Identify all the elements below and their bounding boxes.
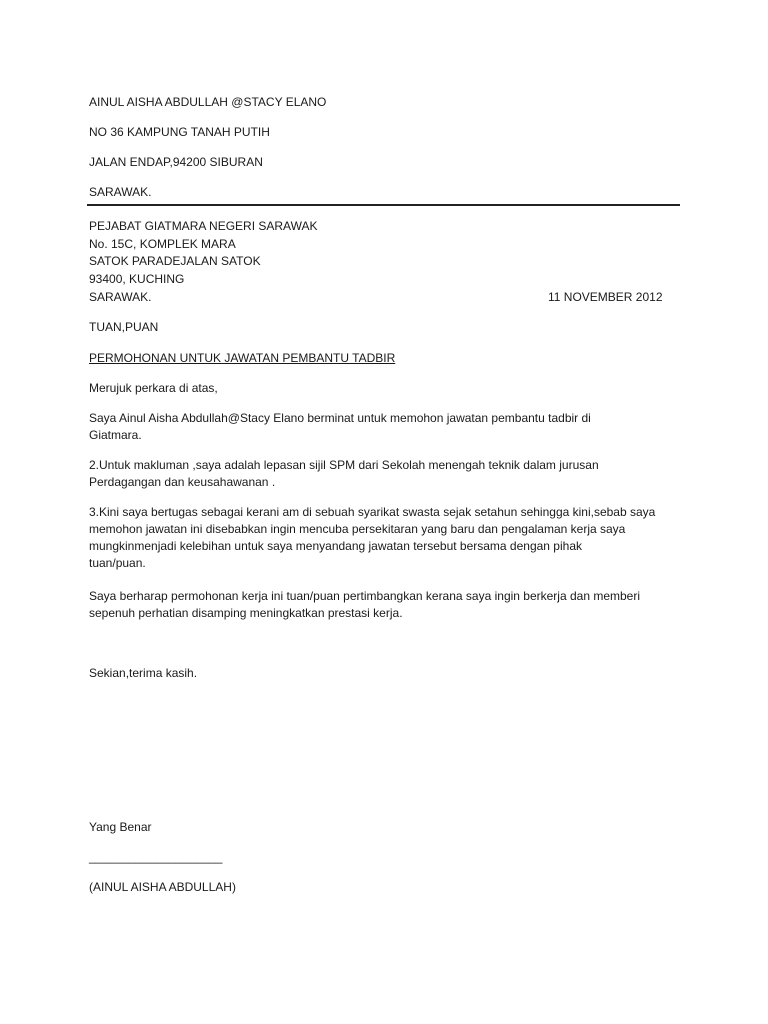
signature-line: ____________________ bbox=[89, 850, 223, 864]
sender-state: SARAWAK. bbox=[89, 185, 152, 199]
signoff: Yang Benar bbox=[89, 820, 152, 834]
paragraph-line: mungkinmenjadi kelebihan untuk saya menyandang jawatan tersebut bersama dengan pihak bbox=[89, 539, 582, 553]
body-paragraph-1 bbox=[89, 410, 689, 444]
paragraph-line: Saya berharap permohonan kerja ini tuan/puan pertimbangkan kerana saya ingin berkerja dan memberi bbox=[89, 589, 641, 603]
body-paragraph-4 bbox=[89, 588, 689, 622]
sender-address-line-2: JALAN ENDAP,94200 SIBURAN bbox=[89, 155, 263, 169]
recipient-line-4: 93400, KUCHING bbox=[89, 272, 185, 286]
recipient-line-2: No. 15C, KOMPLEK MARA bbox=[89, 237, 236, 251]
body-paragraph-3 bbox=[89, 504, 689, 572]
letter-date: 11 NOVEMBER 2012 bbox=[548, 290, 663, 304]
paragraph-line: tuan/puan. bbox=[89, 556, 146, 570]
paragraph-line: Saya Ainul Aisha Abdullah@Stacy Elano berminat untuk memohon jawatan pembantu tadbir di bbox=[89, 411, 591, 425]
paragraph-line: Perdagangan dan keusahawanan . bbox=[89, 475, 276, 489]
paragraph-line: sepenuh perhatian disamping meningkatkan prestasi kerja. bbox=[89, 606, 403, 620]
signature-name: (AINUL AISHA ABDULLAH) bbox=[89, 880, 236, 894]
reference-line: Merujuk perkara di atas, bbox=[89, 381, 218, 395]
body-paragraph-2 bbox=[89, 457, 689, 491]
paragraph-line: memohon jawatan ini disebabkan ingin mencuba persekitaran yang baru dan pengalaman kerja saya bbox=[89, 522, 626, 536]
recipient-line-1: PEJABAT GIATMARA NEGERI SARAWAK bbox=[89, 219, 318, 233]
paragraph-line: 2.Untuk makluman ,saya adalah lepasan sijil SPM dari Sekolah menengah teknik dalam jurusan bbox=[89, 458, 599, 472]
salutation: TUAN,PUAN bbox=[89, 320, 159, 334]
recipient-line-5: SARAWAK. bbox=[89, 290, 152, 304]
paragraph-line: 3.Kini saya bertugas sebagai kerani am di sebuah syarikat swasta sejak setahun sehingga kini,sebab saya bbox=[89, 505, 656, 519]
paragraph-line: Giatmara. bbox=[89, 428, 142, 442]
header-divider bbox=[87, 204, 680, 206]
closing-remark: Sekian,terima kasih. bbox=[89, 666, 198, 680]
letter-subject: PERMOHONAN UNTUK JAWATAN PEMBANTU TADBIR bbox=[89, 351, 396, 365]
sender-name: AINUL AISHA ABDULLAH @STACY ELANO bbox=[89, 95, 327, 109]
recipient-line-3: SATOK PARADEJALAN SATOK bbox=[89, 254, 261, 268]
sender-address-line-1: NO 36 KAMPUNG TANAH PUTIH bbox=[89, 125, 270, 139]
